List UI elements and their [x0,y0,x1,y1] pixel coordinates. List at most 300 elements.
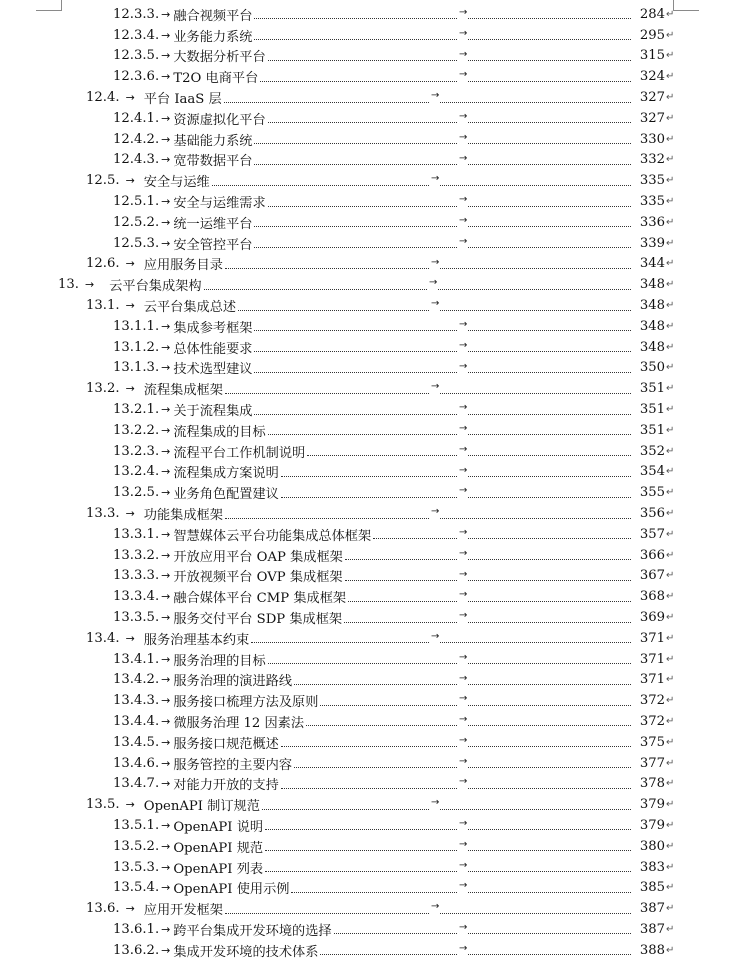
toc-entry-title: 对能力开放的支持 [173,778,279,794]
paragraph-mark-icon: ↵ [666,196,675,208]
tab-arrow-icon: → [161,319,171,333]
dot-leader [254,329,631,331]
toc-entry-page: 368 [639,589,665,605]
dot-leader [225,517,631,519]
tab-arrow-icon: → [161,7,171,21]
toc-entry[interactable] [0,524,732,545]
tab-arrow-icon: → [161,486,171,500]
toc-entry-number: 13. [58,277,79,293]
tab-arrow-icon: → [161,28,171,42]
tab-mark-icon: → [459,526,468,538]
paragraph-mark-icon: ↵ [666,799,675,811]
paragraph-mark-icon: ↵ [666,549,675,561]
tab-arrow-icon: → [161,818,171,832]
toc-entry-number: 13.5.1. [113,817,160,833]
paragraph-mark-icon: ↵ [666,341,675,353]
toc-entry-title: 云平台集成总述 [143,300,237,316]
tab-mark-icon: → [459,485,468,497]
tab-mark-icon: → [459,48,468,60]
toc-entry[interactable] [0,46,732,67]
toc-entry-number: 13.3.2. [113,547,160,563]
paragraph-mark-icon: ↵ [666,175,675,187]
toc-entry[interactable] [0,607,732,628]
toc-entry-number: 13.4.2. [113,672,160,688]
toc-entry-number: 12.4.1. [113,110,160,126]
tab-arrow-icon: → [161,860,171,874]
paragraph-mark-icon: ↵ [666,819,675,831]
toc-entry-title: 开放应用平台 OAP 集成框架 [173,549,343,565]
toc-entry[interactable] [0,815,732,836]
toc-entry-page: 348 [639,339,665,355]
tab-arrow-icon: → [161,195,171,209]
toc-entry-number: 12.3.4. [113,27,160,43]
toc-entry-page: 335 [639,194,665,210]
tab-mark-icon: → [459,464,468,476]
dot-leader [254,142,631,144]
dot-leader [268,121,631,123]
toc-entry-page: 348 [639,298,665,314]
dot-leader [268,433,631,435]
tab-arrow-icon: → [161,465,171,479]
toc-entry-number: 12.4.2. [113,131,160,147]
toc-entry[interactable] [0,690,732,711]
toc-entry-page: 335 [639,173,665,189]
toc-entry-title: 智慧媒体云平台功能集成总体框架 [173,528,372,544]
toc-entry-page: 315 [639,48,665,64]
toc-entry-page: 388 [639,942,665,958]
paragraph-mark-icon: ↵ [666,508,675,520]
toc-entry-page: 357 [639,526,665,542]
tab-mark-icon: → [459,672,468,684]
toc-entry-number: 13.2.1. [113,402,160,418]
paragraph-mark-icon: ↵ [666,279,675,291]
toc-entry-number: 13.4.1. [113,651,160,667]
dot-leader [345,579,631,581]
toc-entry[interactable] [0,773,732,794]
paragraph-mark-icon: ↵ [666,695,675,707]
tab-arrow-icon: → [161,569,171,583]
tab-mark-icon: → [459,422,468,434]
tab-arrow-icon: → [161,527,171,541]
toc-entry-number: 12.5.1. [113,194,160,210]
toc-entry-number: 13.1. [86,298,120,314]
tab-arrow-icon: → [161,70,171,84]
toc-entry[interactable] [0,212,732,233]
tab-mark-icon: → [459,131,468,143]
toc-entry-number: 13.3.1. [113,526,160,542]
dot-leader [281,787,631,789]
paragraph-mark-icon: ↵ [666,591,675,603]
toc-entry-page: 336 [639,214,665,230]
toc-entry-page: 355 [639,485,665,501]
toc-entry[interactable] [0,877,732,898]
dot-leader [225,912,631,914]
dot-leader [268,662,631,664]
paragraph-mark-icon: ↵ [666,487,675,499]
tab-arrow-icon: → [125,382,135,396]
toc-entry-title: 技术选型建议 [173,362,253,378]
paragraph-mark-icon: ↵ [666,840,675,852]
toc-entry-page: 350 [639,360,665,376]
tab-mark-icon: → [431,90,440,102]
toc-entry[interactable] [0,836,732,857]
paragraph-mark-icon: ↵ [666,466,675,478]
tab-mark-icon: → [459,714,468,726]
toc-entry-number: 12.4.3. [113,152,160,168]
tab-arrow-icon: → [161,943,171,957]
paragraph-mark-icon: ↵ [666,92,675,104]
toc-entry-number: 13.2. [86,381,120,397]
paragraph-mark-icon: ↵ [666,944,675,956]
tab-arrow-icon: → [161,444,171,458]
dot-leader [344,621,631,623]
toc-entry-number: 13.4.4. [113,713,160,729]
toc-entry-title: 大数据分析平台 [173,50,266,66]
tab-mark-icon: → [459,7,468,18]
toc-entry[interactable] [0,503,732,524]
tab-mark-icon: → [459,402,468,414]
toc-entry-title: 安全管控平台 [173,237,253,253]
toc-entry[interactable] [0,337,732,358]
toc-entry-title: 应用服务目录 [143,258,223,274]
toc-entry[interactable] [0,586,732,607]
toc-entry-number: 13.5.2. [113,838,160,854]
tab-arrow-icon: → [161,548,171,562]
toc-entry-number: 13.5. [86,797,120,813]
tab-arrow-icon: → [161,611,171,624]
toc-entry-page: 339 [639,235,665,251]
toc-entry-number: 13.4.7. [113,776,160,792]
tab-mark-icon: → [459,360,468,372]
toc-entry-page: 372 [639,713,665,729]
tab-mark-icon: → [459,69,468,81]
tab-arrow-icon: → [161,340,171,354]
toc-entry-title: 流程集成的目标 [173,424,266,440]
tab-mark-icon: → [459,27,468,39]
dot-leader [254,38,631,40]
toc-entry-title: 服务治理的目标 [173,653,266,669]
toc-entry-title: 平台 IaaS 层 [143,92,222,108]
toc-entry-title: 融合媒体平台 CMP 集成框架 [173,591,347,607]
tab-mark-icon: → [431,506,440,518]
dot-leader [268,205,631,207]
toc-entry-title: OpenAPI 列表 [173,861,264,877]
tab-arrow-icon: → [161,132,171,146]
paragraph-mark-icon: ↵ [666,736,675,748]
toc-entry[interactable] [0,170,732,191]
paragraph-mark-icon: ↵ [666,612,675,623]
toc-entry-number: 13.6.1. [113,921,160,937]
paragraph-mark-icon: ↵ [666,570,675,582]
toc-entry[interactable] [0,129,732,150]
toc-entry-page: 380 [639,838,665,854]
tab-arrow-icon: → [161,673,171,687]
toc-entry[interactable] [0,295,732,316]
tab-mark-icon: → [459,568,468,580]
tab-mark-icon: → [459,110,468,122]
toc-entry[interactable] [0,66,732,87]
dot-leader [225,392,631,394]
toc-entry-page: 351 [639,381,665,397]
toc-entry-title: 服务接口规范概述 [173,736,279,752]
toc-entry-number: 13.2.4. [113,464,160,480]
paragraph-mark-icon: ↵ [666,715,675,727]
toc-entry-page: 332 [639,152,665,168]
toc-entry-title: 业务角色配置建议 [173,487,279,503]
tab-arrow-icon: → [125,631,135,645]
toc-entry[interactable] [0,898,732,919]
paragraph-mark-icon: ↵ [666,383,675,395]
toc-entry-title: 集成开发环境的技术体系 [173,944,319,960]
toc-entry-page: 372 [639,693,665,709]
paragraph-mark-icon: ↵ [666,757,675,769]
tab-mark-icon: → [459,651,468,663]
tab-mark-icon: → [459,942,468,954]
toc-entry[interactable] [0,420,732,441]
toc-entry[interactable] [0,628,732,649]
tab-arrow-icon: → [161,777,171,791]
toc-entry[interactable] [0,919,732,940]
toc-entry-page: 378 [639,776,665,792]
dot-leader [262,808,631,810]
tab-arrow-icon: → [125,299,135,313]
toc-entry-title: 基础能力系统 [173,133,253,149]
toc-entry[interactable] [0,711,732,732]
toc-entry[interactable] [0,649,732,670]
tab-mark-icon: → [431,901,440,913]
dot-leader [251,641,631,643]
paragraph-mark-icon: ↵ [666,653,675,665]
toc-entry-number: 13.5.3. [113,859,160,875]
tab-mark-icon: → [459,318,468,330]
toc-entry-page: 369 [639,610,665,625]
toc-entry[interactable] [0,316,732,337]
tab-arrow-icon: → [125,174,135,188]
tab-mark-icon: → [459,547,468,559]
toc-entry-page: 385 [639,880,665,896]
toc-entry[interactable] [0,940,732,961]
tab-mark-icon: → [431,173,440,185]
dot-leader [254,163,631,165]
dot-leader [260,80,631,82]
toc-entry-number: 13.4.3. [113,693,160,709]
paragraph-mark-icon: ↵ [666,300,675,312]
toc-entry[interactable] [0,399,732,420]
toc-entry[interactable] [0,150,732,171]
tab-arrow-icon: → [125,902,135,916]
tab-arrow-icon: → [125,798,135,812]
toc-entry-title: 资源虚拟化平台 [173,112,266,128]
dot-leader [254,17,631,19]
dot-leader [265,870,631,872]
tab-mark-icon: → [429,277,438,289]
paragraph-mark-icon: ↵ [666,29,675,41]
toc-entry-title: 统一运维平台 [173,216,253,232]
toc-entry-number: 13.3. [86,506,120,522]
tab-arrow-icon: → [161,714,171,728]
dot-leader [281,745,631,747]
toc-entry-title: 服务接口梳理方法及原则 [173,695,319,711]
toc-entry-title: 开放视频平台 OVP 集成框架 [173,570,343,586]
tab-mark-icon: → [459,880,468,892]
toc-entry-page: 330 [639,131,665,147]
tab-arrow-icon: → [161,215,171,229]
tab-arrow-icon: → [161,111,171,125]
toc-entry-page: 371 [639,672,665,688]
toc-entry-page: 352 [639,443,665,459]
tab-mark-icon: → [459,610,468,622]
dot-leader [254,371,631,373]
tab-arrow-icon: → [161,652,171,666]
dot-leader [265,828,631,830]
toc-entry[interactable] [0,753,732,774]
tab-mark-icon: → [459,776,468,788]
tab-mark-icon: → [459,818,468,830]
dot-leader [254,413,631,415]
toc-entry-title: 业务能力系统 [173,29,253,45]
toc-entry[interactable] [0,191,732,212]
tab-arrow-icon: → [161,361,171,375]
tab-arrow-icon: → [161,735,171,749]
paragraph-mark-icon: ↵ [666,8,675,20]
toc-entry-page: 356 [639,506,665,522]
toc-entry-title: 服务治理的演进路线 [173,674,293,690]
toc-entry-page: 379 [639,817,665,833]
toc-entry-number: 13.4.6. [113,755,160,771]
tab-arrow-icon: → [161,881,171,895]
toc-entry-number: 12.3.6. [113,69,160,85]
tab-mark-icon: → [431,630,440,642]
toc-entry[interactable] [0,566,732,587]
toc-entry-number: 13.1.1. [113,318,160,334]
toc-entry[interactable] [0,274,732,295]
dot-leader [345,558,631,560]
toc-entry-page: 284 [639,6,665,22]
toc-entry[interactable] [0,378,732,399]
toc-entry[interactable] [0,108,732,129]
toc-entry-page: 377 [639,755,665,771]
toc-entry-page: 354 [639,464,665,480]
toc-entry-page: 375 [639,734,665,750]
paragraph-mark-icon: ↵ [666,112,675,124]
tab-mark-icon: → [459,589,468,601]
dot-leader [268,59,631,61]
toc-entry[interactable] [0,462,732,483]
tab-mark-icon: → [459,693,468,705]
toc-entry-page: 371 [639,651,665,667]
toc-entry-page: 387 [639,921,665,937]
toc-entry-number: 13.4. [86,630,120,646]
toc-entry-number: 12.5. [86,173,120,189]
toc-entry-title: OpenAPI 使用示例 [173,882,290,898]
toc-entry[interactable] [0,857,732,878]
toc-entry-page: 351 [639,402,665,418]
toc-entry[interactable] [0,87,732,108]
toc-entry-page: 383 [639,859,665,875]
toc-entry[interactable] [0,25,732,46]
toc-entry[interactable] [0,670,732,691]
toc-entry[interactable] [0,4,732,25]
toc-entry-title: OpenAPI 规范 [173,840,264,856]
dot-leader [224,101,631,103]
dot-leader [254,350,631,352]
toc-entry-title: 安全与运维 [143,175,210,191]
tab-mark-icon: → [459,755,468,767]
tab-mark-icon: → [431,298,440,310]
tab-arrow-icon: → [161,922,171,936]
toc-entry-title: OpenAPI 制订规范 [143,799,260,815]
tab-arrow-icon: → [84,278,95,292]
paragraph-mark-icon: ↵ [666,216,675,228]
toc-entry-number: 13.2.5. [113,485,160,501]
toc-entry-title: 跨平台集成开发环境的选择 [173,923,332,939]
toc-entry-title: 功能集成框架 [143,508,223,524]
paragraph-mark-icon: ↵ [666,861,675,873]
toc-entry-number: 13.4.5. [113,734,160,750]
toc-entry-title: 宽带数据平台 [173,154,253,170]
toc-entry-page: 387 [639,901,665,917]
toc-entry-number: 13.6. [86,901,120,917]
tab-arrow-icon: → [161,49,171,63]
toc-entry-number: 12.3.3. [113,6,160,22]
toc-entry-title: 服务管控的主要内容 [173,757,293,773]
toc-entry-number: 12.5.3. [113,235,160,251]
toc-entry-number: 12.3.5. [113,48,160,64]
toc-entry-number: 13.2.2. [113,422,160,438]
dot-leader [334,932,631,934]
toc-entry[interactable] [0,794,732,815]
toc-entry-number: 13.2.3. [113,443,160,459]
paragraph-mark-icon: ↵ [666,237,675,249]
dot-leader [254,225,631,227]
tab-arrow-icon: → [161,403,171,417]
toc-entry-title: T2O 电商平台 [173,71,259,87]
toc-entry-number: 13.1.2. [113,339,160,355]
toc-entry-page: 348 [639,318,665,334]
toc-entry[interactable] [0,233,732,254]
toc-entry[interactable] [0,254,732,275]
toc-entry-page: 367 [639,568,665,584]
dot-leader [320,704,631,706]
paragraph-mark-icon: ↵ [666,632,675,644]
paragraph-mark-icon: ↵ [666,50,675,62]
dot-leader [265,849,631,851]
toc-entry[interactable] [0,732,732,753]
dot-leader [320,953,631,955]
toc-entry-title: 融合视频平台 [173,8,253,24]
dot-leader [348,600,631,602]
paragraph-mark-icon: ↵ [666,674,675,686]
tab-arrow-icon: → [161,590,171,604]
toc-entry[interactable] [0,358,732,379]
toc-entry-page: 295 [639,27,665,43]
toc-entry-page: 366 [639,547,665,563]
toc-entry-title: 关于流程集成 [173,404,253,420]
toc-entry-number: 13.3.5. [113,610,160,625]
dot-leader [204,288,631,290]
tab-arrow-icon: → [161,756,171,770]
toc-entry[interactable] [0,545,732,566]
toc-entry-title: 服务治理基本约束 [143,632,250,648]
tab-mark-icon: → [459,734,468,746]
tab-arrow-icon: → [161,839,171,853]
toc-entry[interactable] [0,441,732,462]
paragraph-mark-icon: ↵ [666,320,675,332]
toc-entry[interactable] [0,482,732,503]
tab-mark-icon: → [459,214,468,226]
toc-entry-number: 13.6.2. [113,942,160,958]
tab-arrow-icon: → [161,694,171,708]
